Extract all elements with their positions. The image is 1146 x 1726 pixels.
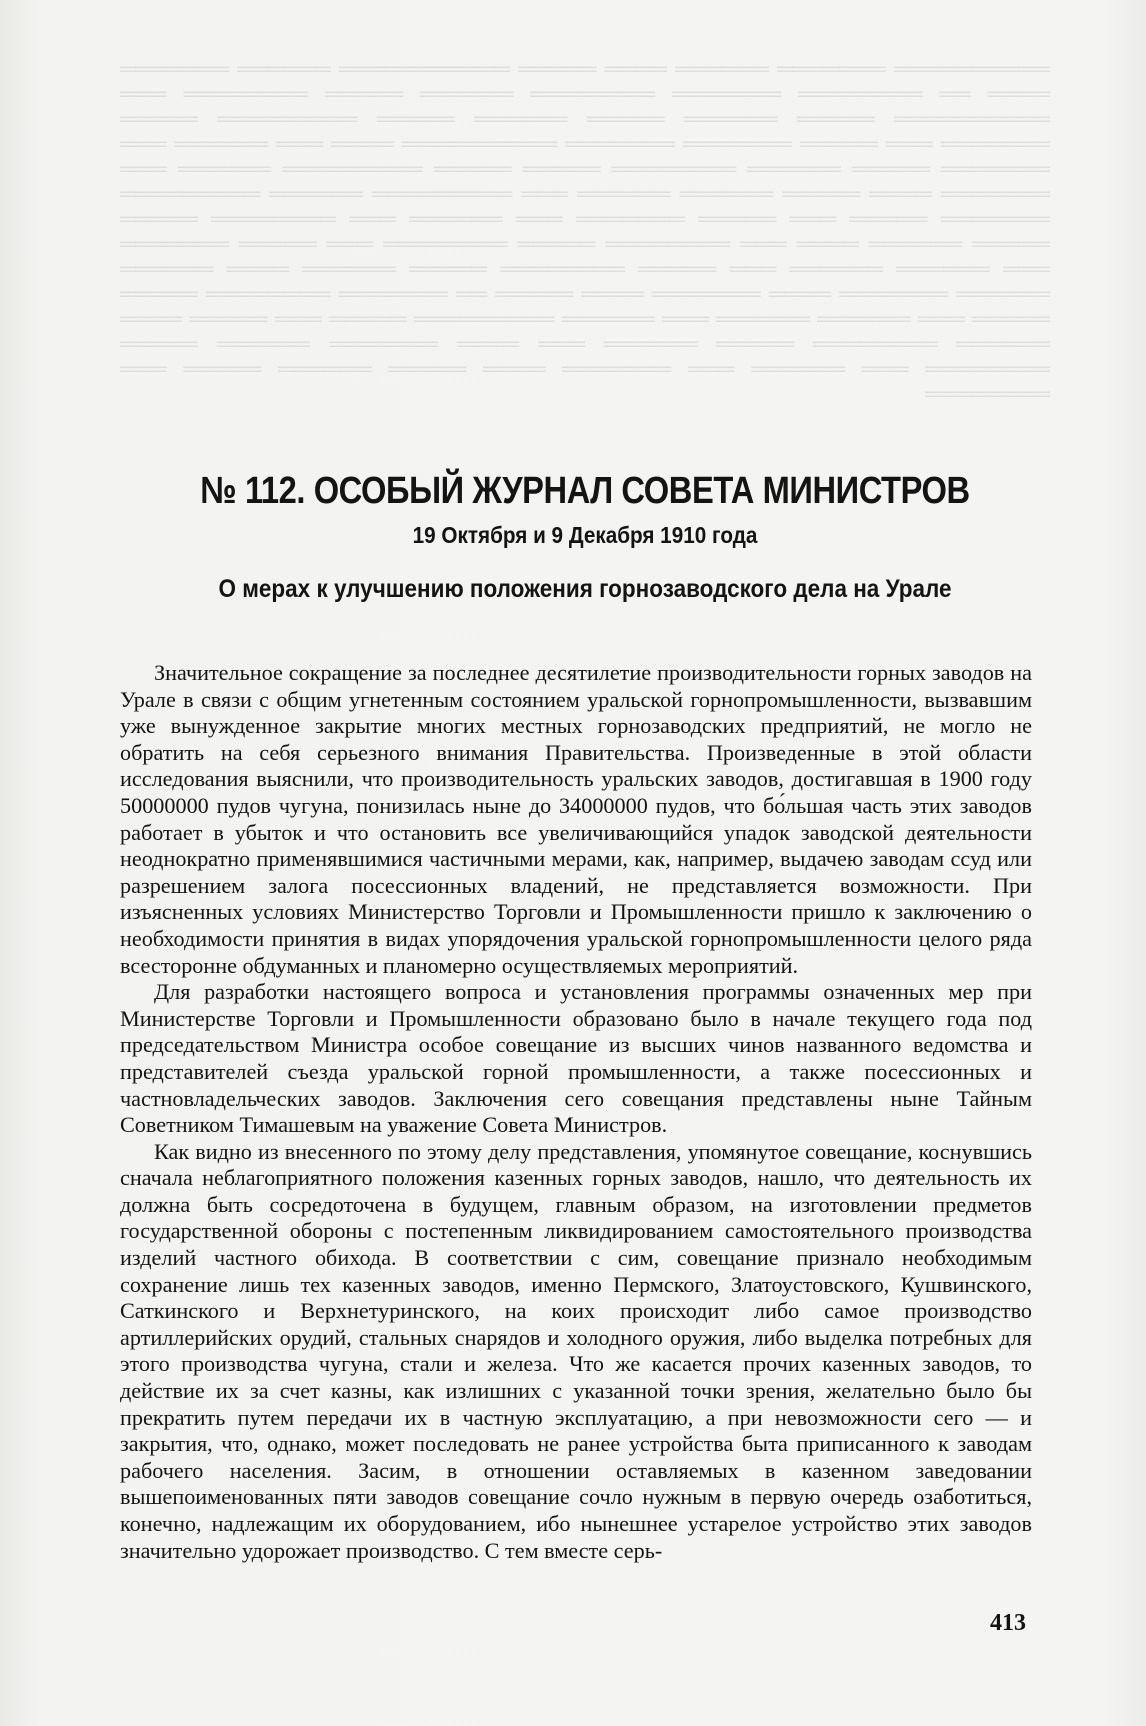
document-subtitle: О мерах к улучшению положения горнозаводского дела на Урале [218,575,952,603]
document-date: 19 Октября и 9 Декабря 1910 года [412,522,758,548]
page-number: 413 [990,1610,1026,1636]
document-title: № 112. ОСОБЫЙ ЖУРНАЛ СОВЕТА МИНИСТРОВ [200,470,970,512]
paragraph-1: Значительное сокращение за последнее десятилетие производительности горных заводов на Урале в связи с общим угнетенным состоянием уральской горнопромышленности, вызвавшим уже вынужденное закрытие многих местных горнозаводских предприятий, не могло не обратить на себя серьезного внимания Правительства. Произведенные в этой области исследования выяснили, что производительность уральских заводов, достигавшая в 1900 году 50000000 пудов чугуна, понизилась ныне до 34000000 пудов, что бо́льшая часть этих заводов работает в убыток и что остановить все увеличивающийся упадок заводской деятельности неоднократно применявшимися частичными мерами, как, например, выдачею заводам ссуд или разрешением залога посессионных владений, не представляется возможности. При изъясненных условиях Министерство Торговли и Промышленности пришло к заключению о необходимости принятия в видах упорядочения уральской горнопромышленности целого ряда всесторонне обдуманных и планомерно осуществляемых мероприятий. [120,660,1032,978]
paragraph-3: Как видно из внесенного по этому делу представления, упомянутое совещание, коснувшись сначала неблагоприятного положения казенных горных заводов, нашло, что деятельность их должна быть сосредоточена в будущем, главным образом, на изготовлении предметов государственной обороны с постепенным ликвидированием самостоятельного производства изделий частного обихода. В соответствии с сим, совещание признало необходимым сохранение лишь тех казенных заводов, именно Пермского, Златоустовского, Кушвинского, Саткинского и Верхнетуринского, на коих происходит либо самое производство артиллерийских орудий, стальных снарядов и холодного оружия, либо выделка потребных для этого производства чугуна, стали и железа. Что же касается прочих казенных заводов, то действие их за счет казны, как излишних с указанной точки зрения, желательно было бы прекратить путем передачи их в частную эксплуатацию, а при невозможности сего — и закрытия, что, однако, может последовать не ранее устройства быта приписанного к заводам рабочего населения. Засим, в отношении оставляемых в казенном заведовании вышепоименованных пяти заводов совещание сочло нужным в первую очередь озаботиться, конечно, надлежащим их оборудованием, ибо нынешнее устарелое устройство этих заводов значительно удорожает производство. С тем вместе серь- [120,1138,1032,1563]
paragraph-2: Для разработки настоящего вопроса и установления программы означенных мер при Министерстве Торговли и Промышленности образовано было в начале текущего года под председательством Министра особое совещание из высших чинов названного ведомства и представителей съезда уральской горной промышленности, а также посессионных и частновладельческих заводов. Заключения сего совещания представлены ныне Тайным Советником Тимашевым на уважение Совета Министров. [120,979,1032,1138]
reverse-side-bleed-through: ══════════ ═══════ ══════ ════ ═════ ═══════════ ══════ ═══════ ════ ══ ════════ ═══════ ════════ ══════ ═════ ════════ ═══ ══════════ ═════ ══════ ═════ ══════ ═════ ═════════ ═════ ═══════ ═══ ═════ ═══════ ═══════ ══════════ ════ ═══ ══════ ═══ ═══════ ═════ ══════ ════════ ═════ ═════ ═════════ ══════ ═══ ═══════ ════ ═════ ══════ ══════ ═══ ═════════ ══════ ═════════ ═══════ ═════ ═══ ═════ ═══════ ═══ ══════ ═══ ════════ ═════ ═════ ══════ ════ ═══ ════════ ═════ ════════ ═══ ═════ ═══════ ═══ ══════ ══════ ═══ ═════ ════════ ═════ ══════ ════ ══════ ══════ ═══════ ════ ═══════ ════ ═════ ══ ═══════ ════════ ═════ ═════ ═══ ══════ ══════ ═══ ══════ ═════════ ═════ ═══ ═════ ════ ══════ ════════ ═════ ══════ ═══ ════ ═══════ ══════ ═════ ════════ ═══ ══════ ═══ ═══════ ════ ═════ ══════ ═════ ═══ ════════ [120,56,1050,406]
document-body [120,660,1032,1564]
